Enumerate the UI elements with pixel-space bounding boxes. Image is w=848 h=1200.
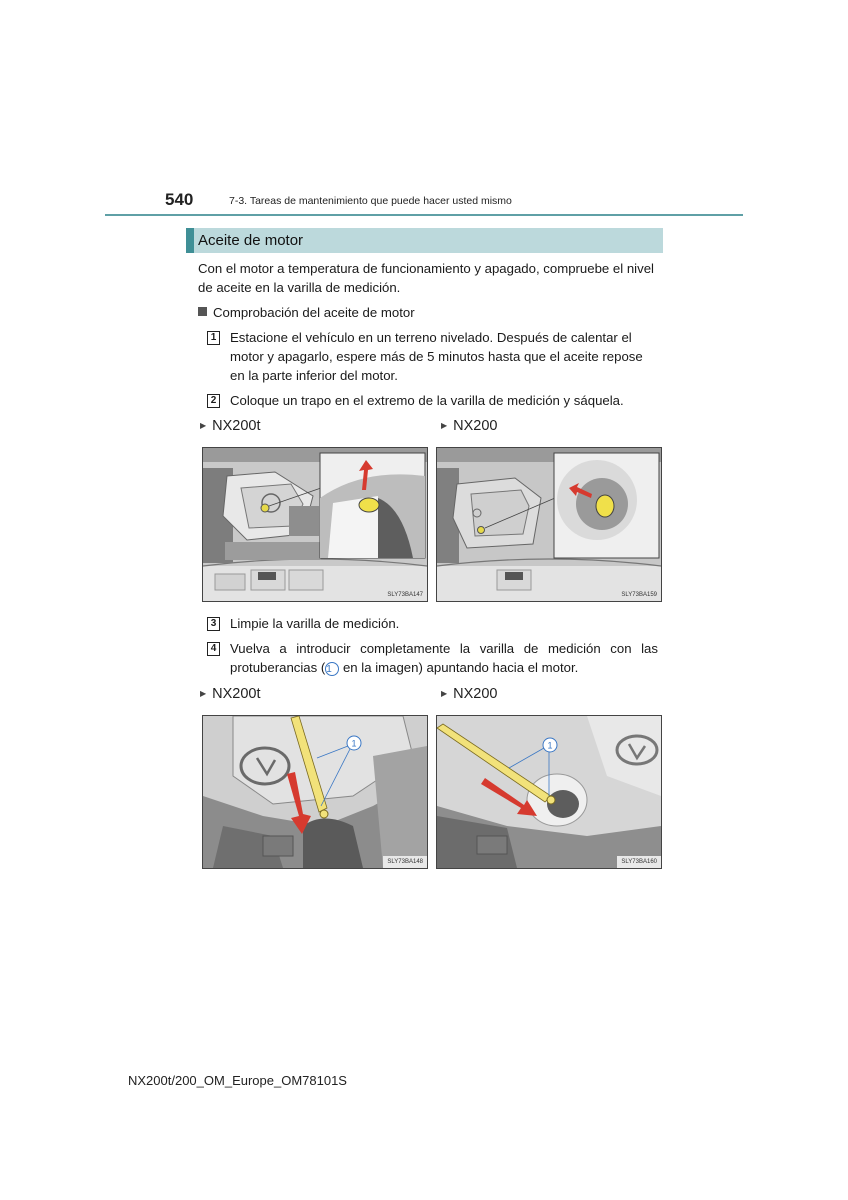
svg-text:1: 1: [547, 740, 553, 751]
triangle-bullet-icon: ▶: [441, 421, 448, 430]
figure-code: SLY73BA148: [387, 859, 423, 865]
variant-label-text: NX200t: [212, 418, 261, 434]
figure-code: SLY73BA147: [387, 592, 423, 598]
variant-label: [441, 686, 498, 702]
step-text: Estacione el vehículo en un terreno nivelado. Después de calentar el motor y apagarlo, espere más de 5 minutos hasta que el aceite repose en la parte inferior del motor.: [230, 330, 643, 383]
variant-label-text: NX200t: [212, 686, 261, 702]
figure-code: SLY73BA159: [621, 592, 657, 598]
variant-label: [200, 686, 261, 702]
step-number-badge: 1: [207, 331, 220, 345]
step-number-badge: 2: [207, 394, 220, 408]
step-text-part: Vuelva a introducir completamente la varilla de medición con las protuberancias (: [230, 641, 658, 675]
subheading: [198, 303, 660, 322]
callout-marker: 1: [325, 662, 339, 676]
subheading-text: Comprobación del aceite de motor: [213, 305, 415, 320]
triangle-bullet-icon: ▶: [200, 421, 207, 430]
footer-document-code: NX200t/200_OM_Europe_OM78101S: [128, 1073, 347, 1088]
step-text: [230, 639, 658, 677]
page-number: 540: [165, 190, 194, 209]
header-rule: [105, 214, 743, 216]
step-number-badge: 4: [207, 642, 220, 656]
variant-label: [200, 418, 261, 434]
step-text: Coloque un trapo en el extremo de la varilla de medición y sáquela.: [230, 393, 624, 408]
figure-code: SLY73BA160: [621, 859, 657, 865]
engine-figure-nx200-dipstick-location: [436, 447, 662, 602]
variant-label: [441, 418, 498, 434]
step-text: Limpie la varilla de medición.: [230, 616, 400, 631]
triangle-bullet-icon: ▶: [200, 689, 207, 698]
engine-figure-nx200t-reinsert-dipstick: [202, 715, 428, 869]
section-title: Aceite de motor: [198, 232, 304, 249]
variant-label-text: NX200: [453, 686, 498, 702]
engine-figure-nx200-reinsert-dipstick: [436, 715, 662, 869]
variant-label-text: NX200: [453, 418, 498, 434]
chapter-title: 7-3. Tareas de mantenimiento que puede hacer usted mismo: [229, 195, 512, 207]
triangle-bullet-icon: ▶: [441, 689, 448, 698]
intro-paragraph: Con el motor a temperatura de funcionamiento y apagado, compruebe el nivel de aceite en la varilla de medición.: [198, 261, 654, 295]
svg-text:1: 1: [351, 738, 357, 749]
step-number-badge: 3: [207, 617, 220, 631]
engine-figure-nx200t-dipstick-location: [202, 447, 428, 602]
section-heading: [186, 228, 663, 253]
step-text-part: en la imagen) apuntando hacia el motor.: [339, 660, 579, 675]
square-bullet-icon: [198, 307, 207, 316]
